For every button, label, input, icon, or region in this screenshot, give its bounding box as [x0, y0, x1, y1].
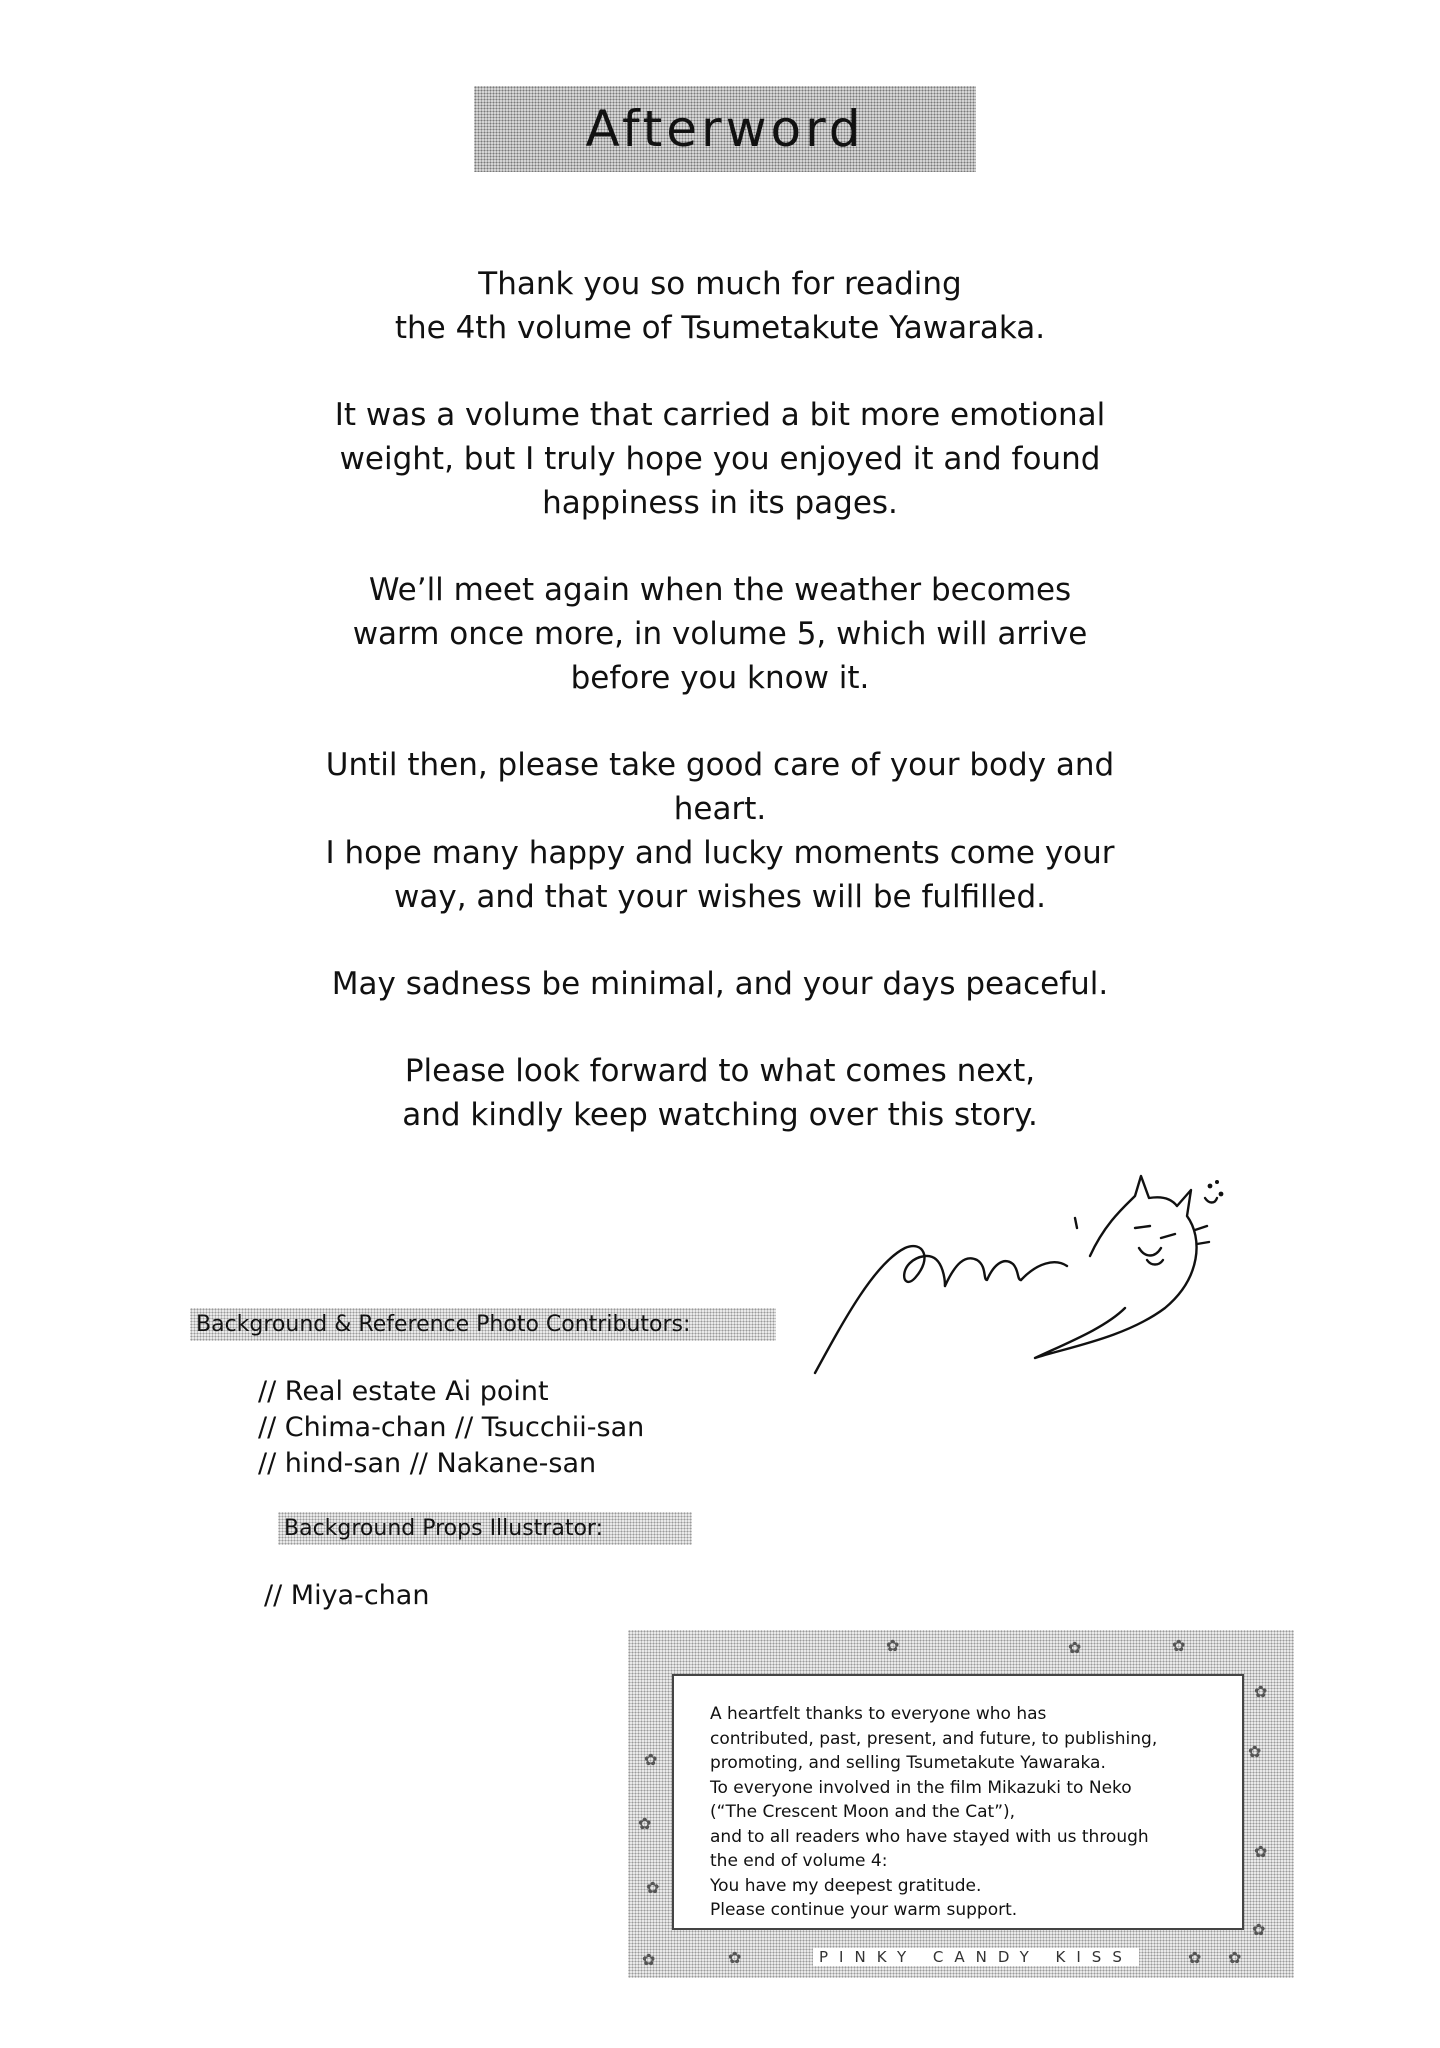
credit-line: // Real estate Ai point: [258, 1376, 549, 1407]
paragraph-4: [200, 743, 1240, 919]
thanks-line: A heartfelt thanks to everyone who has: [710, 1704, 1047, 1724]
flower-icon: ✿: [642, 1950, 656, 1969]
body-line: Thank you so much for reading: [478, 266, 962, 302]
thanks-line: promoting, and selling Tsumetakute Yawaraka.: [710, 1753, 1106, 1773]
body-line: I hope many happy and lucky moments come your: [325, 835, 1115, 871]
flower-icon: ✿: [1068, 1638, 1082, 1657]
title-banner: [474, 86, 976, 172]
flower-icon: ✿: [1228, 1948, 1242, 1967]
flower-icon: ✿: [1188, 1948, 1202, 1967]
thanks-line: the end of volume 4:: [710, 1851, 888, 1871]
page-title: Afterword: [585, 100, 865, 158]
paragraph-1: [200, 262, 1240, 350]
body-line: Until then, please take good care of your body and: [325, 747, 1115, 783]
paragraph-5: [200, 962, 1240, 1006]
flower-icon: ✿: [638, 1814, 652, 1833]
paragraph-2: [200, 393, 1240, 525]
flower-icon: ✿: [1254, 1842, 1268, 1861]
flower-icon: ✿: [1252, 1920, 1266, 1939]
thanks-line: You have my deepest gratitude.: [710, 1875, 982, 1896]
thanks-frame: [628, 1630, 1294, 1978]
body-line: way, and that your wishes will be fulfilled.: [394, 879, 1046, 915]
body-line: and kindly keep watching over this story.: [402, 1097, 1038, 1133]
credit-line: // hind-san // Nakane-san: [258, 1448, 597, 1479]
props-illustrator-heading: Background Props Illustrator:: [278, 1512, 692, 1545]
photo-contributors-heading: Background & Reference Photo Contributors:: [190, 1308, 776, 1341]
thanks-line: (“The Crescent Moon and the Cat”),: [710, 1802, 1016, 1822]
body-line: Please look forward to what comes next,: [404, 1053, 1036, 1089]
paragraph-3: [200, 568, 1240, 700]
cat-signature-icon: [805, 1168, 1275, 1383]
body-line: happiness in its pages.: [542, 485, 898, 521]
flower-icon: ✿: [728, 1948, 742, 1967]
body-line: weight, but I truly hope you enjoyed it and found: [339, 441, 1101, 477]
thanks-message: [710, 1702, 1240, 1923]
body-line: May sadness be minimal, and your days peaceful.: [331, 966, 1109, 1002]
body-line: We’ll meet again when the weather becomes: [368, 572, 1072, 608]
afterword-body: [200, 262, 1240, 1180]
thanks-panel: [674, 1676, 1242, 1928]
thanks-line: contributed, past, present, and future, to publishing,: [710, 1728, 1158, 1749]
body-line: before you know it.: [570, 660, 870, 696]
flower-icon: ✿: [646, 1878, 660, 1897]
flower-icon: ✿: [1254, 1682, 1268, 1701]
body-line: It was a volume that carried a bit more emotional: [334, 397, 1106, 433]
thanks-line: and to all readers who have stayed with us through: [710, 1826, 1149, 1847]
flower-icon: ✿: [644, 1750, 658, 1769]
thanks-line: To everyone involved in the film Mikazuki to Neko: [710, 1777, 1132, 1798]
credit-line: // Chima-chan // Tsucchii-san: [258, 1412, 645, 1443]
paragraph-6: [200, 1049, 1240, 1137]
flower-icon: ✿: [886, 1636, 900, 1655]
credit-line: // Miya-chan: [264, 1580, 430, 1611]
flower-icon: ✿: [1248, 1742, 1262, 1761]
flower-icon: ✿: [1172, 1636, 1186, 1655]
body-line: the 4th volume of Tsumetakute Yawaraka.: [394, 310, 1046, 346]
body-line: heart.: [673, 791, 767, 827]
brand-name: PINKY CANDY KISS: [813, 1948, 1139, 1966]
body-line: warm once more, in volume 5, which will arrive: [352, 616, 1088, 652]
thanks-line: Please continue your warm support.: [710, 1900, 1018, 1920]
